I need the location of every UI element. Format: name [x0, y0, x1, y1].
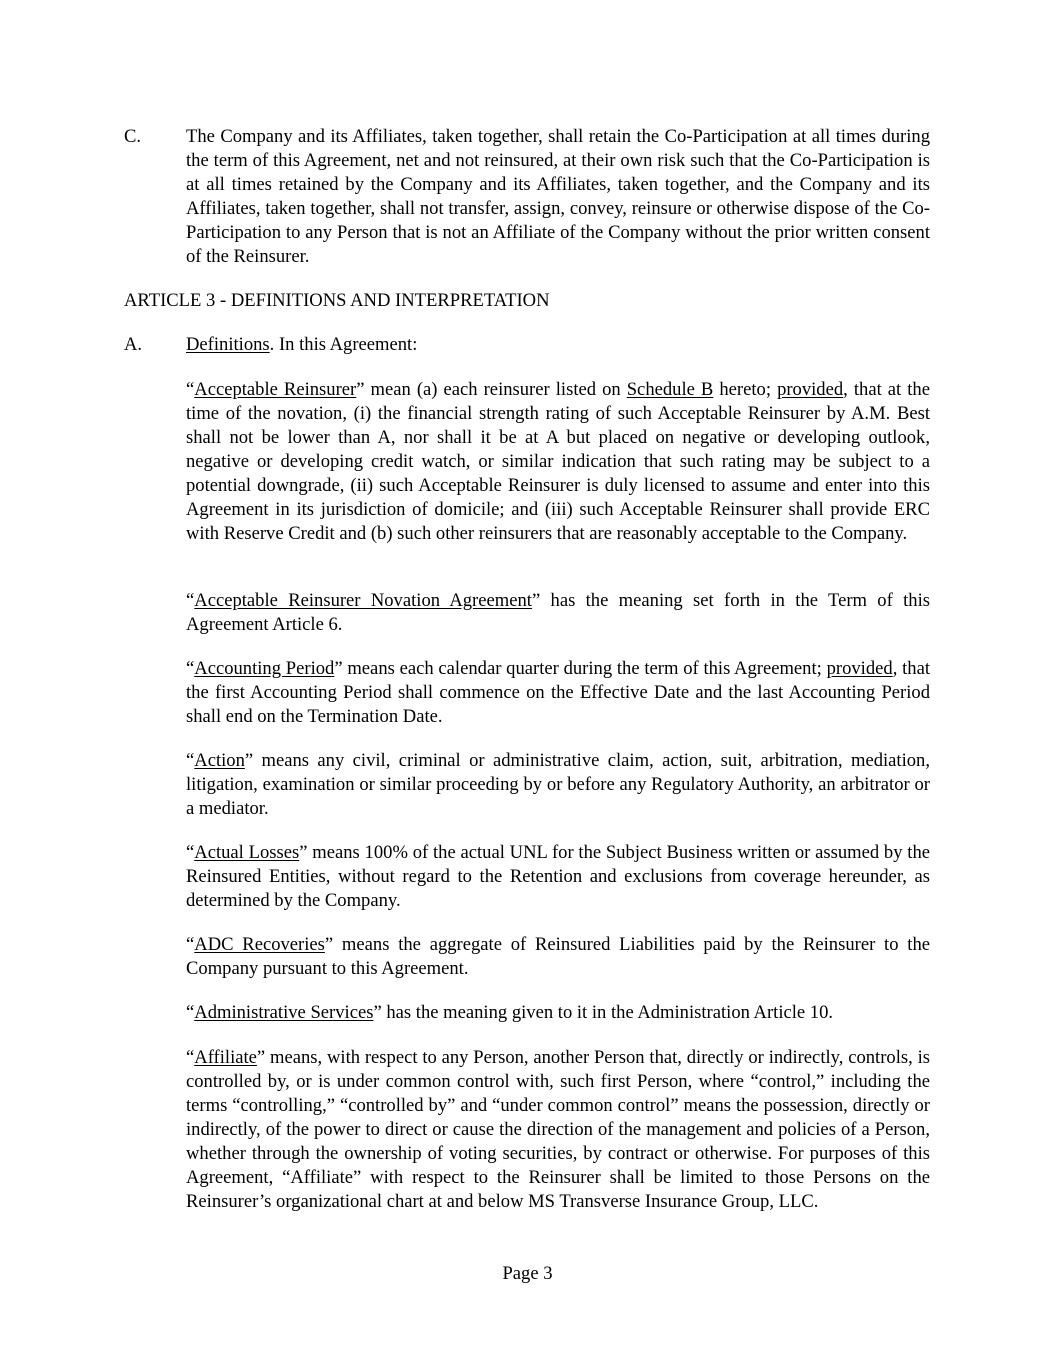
definition-text: ” mean (a) each reinsurer listed on [356, 379, 627, 400]
open-quote: “ [186, 1002, 195, 1023]
open-quote: “ [186, 590, 195, 611]
open-quote: “ [186, 1047, 195, 1068]
definition-text: ” means each calendar quarter during the term of this Agreement; [334, 658, 827, 679]
article-heading: ARTICLE 3 - DEFINITIONS AND INTERPRETATION [124, 290, 550, 311]
definition-text: ” means the aggregate of Reinsured Liabilities paid by the Reinsurer to the Company pursuant to this Agreement. [186, 934, 930, 979]
defined-term: Actual Losses [194, 842, 300, 863]
definition-accounting-period [186, 657, 930, 729]
definition-text: , that the first Accounting Period shall commence on the Effective Date and the last Accounting Period shall end on the Termination Date. [186, 658, 930, 727]
definition-affiliate [186, 1046, 930, 1214]
section-a-heading [186, 333, 930, 357]
definition-text: ” means any civil, criminal or administrative claim, action, suit, arbitration, mediation, litigation, examination or similar proceeding by or before any Regulatory Authority, an arbitrator or a mediator. [186, 750, 930, 819]
section-c [124, 125, 930, 269]
open-quote: “ [186, 934, 195, 955]
page-number: Page 3 [502, 1263, 553, 1284]
definitions-term: Definitions [186, 334, 270, 355]
definition-action [186, 749, 930, 821]
open-quote: “ [186, 658, 195, 679]
defined-term: ADC Recoveries [194, 934, 325, 955]
defined-term: Acceptable Reinsurer [194, 379, 357, 400]
defined-term: Administrative Services [194, 1002, 374, 1023]
defined-term: Accounting Period [194, 658, 335, 679]
schedule-b-reference: Schedule B [626, 379, 714, 400]
definition-acceptable-reinsurer [186, 378, 930, 546]
definition-actual-losses [186, 841, 930, 913]
open-quote: “ [186, 750, 195, 771]
definition-text: ” has the meaning given to it in the Administration Article 10. [373, 1002, 834, 1023]
definition-text: hereto; [713, 379, 778, 400]
provided-term: provided [777, 379, 844, 400]
section-c-text: The Company and its Affiliates, taken together, shall retain the Co-Participation at all times during the term of this Agreement, net and not reinsured, at their own risk such that the Co-Participation is at all times retained by the Company and its Affiliates, taken together, and the Company and its Affiliates, taken together, shall not transfer, assign, convey, reinsure or otherwise dispose of the Co-Participation to any Person that is not an Affiliate of the Company without the prior written consent of the Reinsurer. [186, 126, 930, 267]
section-a [124, 333, 930, 357]
definition-text: ” has the meaning set forth in the Term of this Agreement Article 6. [186, 590, 930, 635]
open-quote: “ [186, 842, 195, 863]
section-a-rest: . In this Agreement: [269, 334, 418, 355]
definition-adc-recoveries [186, 933, 930, 981]
definition-administrative-services [186, 1001, 930, 1025]
defined-term: Action [194, 750, 245, 771]
defined-term: Affiliate [194, 1047, 257, 1068]
provided-term: provided [826, 658, 893, 679]
definition-text: , that at the time of the novation, (i) the financial strength rating of such Acceptable Reinsurer by A.M. Best shall not be lower than A, nor shall it be at A but placed on negative or developing outlook, negative or developing credit watch, or similar indication that such rating may be subject to a potential downgrade, (ii) such Acceptable Reinsurer is duly licensed to assume and enter into this Agreement in its jurisdiction of domicile; and (iii) such Acceptable Reinsurer shall provide ERC with Reserve Credit and (b) such other reinsurers that are reasonably acceptable to the Company. [186, 379, 930, 544]
section-a-label: A. [124, 334, 143, 355]
defined-term: Acceptable Reinsurer Novation Agreement [194, 590, 532, 611]
definition-text: ” means, with respect to any Person, another Person that, directly or indirectly, controls, is controlled by, or is under common control with, such first Person, where “control,” including the terms “controlling,” “controlled by” and “under common control” means the possession, directly or indirectly, of the power to direct or cause the direction of the management and policies of a Person, whether through the ownership of voting securities, by contract or otherwise. For purposes of this Agreement, “Affiliate” with respect to the Reinsurer shall be limited to those Persons on the Reinsurer’s organizational chart at and below MS Transverse Insurance Group, LLC. [186, 1047, 930, 1212]
section-c-label: C. [124, 126, 142, 147]
open-quote: “ [186, 379, 195, 400]
definition-text: ” means 100% of the actual UNL for the Subject Business written or assumed by the Reinsured Entities, without regard to the Retention and exclusions from coverage hereunder, as determined by the Company. [186, 842, 931, 911]
definition-acceptable-reinsurer-novation-agreement [186, 589, 930, 637]
